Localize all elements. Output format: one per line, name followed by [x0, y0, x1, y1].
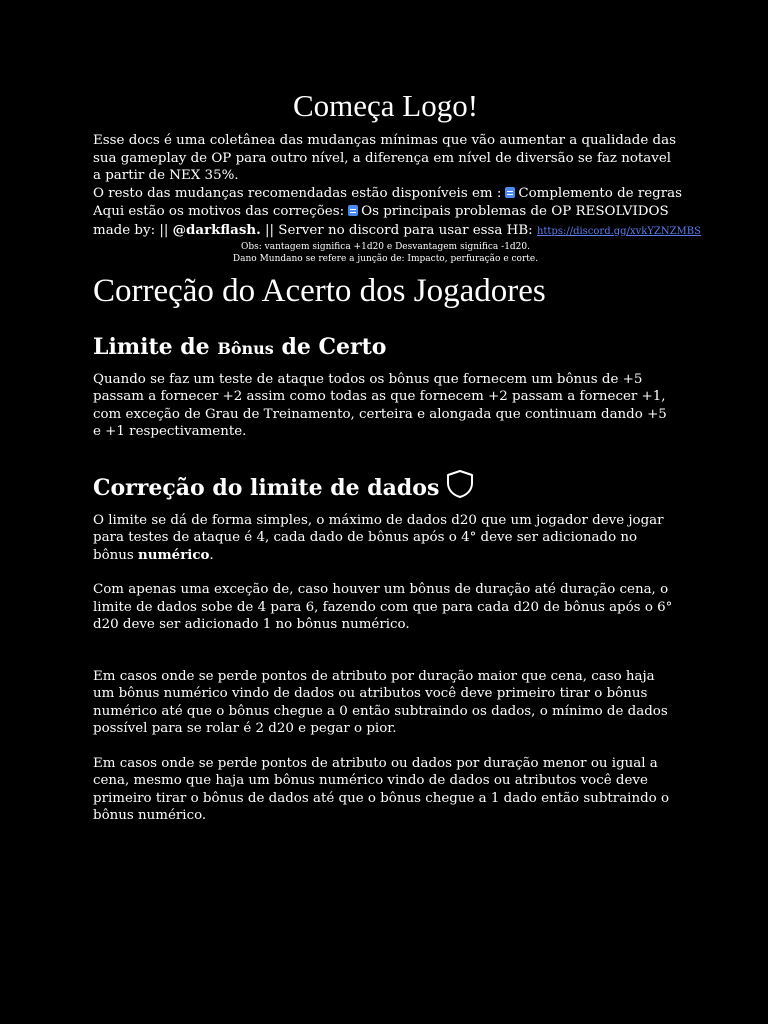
note-mundane-damage: Dano Mundano se refere a junção de: Impacto, perfuração e corte. [232, 253, 539, 264]
dice-limit-heading: Correção do limite de dados [93, 474, 440, 501]
rest-prefix: O resto das mudanças recomendadas estão disponíveis em : [93, 185, 502, 201]
dice-limit-p1-text: O limite se dá de forma simples, o máximo de dados d20 que um jogador deve jogar para testes de ataque é 4, cada dado de bônus após o 4° deve ser adicionado no bônus [93, 512, 664, 563]
heading-part-c: de Certo [281, 333, 387, 360]
made-by-line [93, 221, 701, 241]
dice-limit-p1 [93, 512, 678, 565]
document-content [93, 88, 701, 825]
author-handle[interactable]: @darkflash. [172, 221, 261, 238]
made-by-prefix: made by: || [93, 222, 169, 238]
dice-limit-p1-bold: numérico [138, 546, 210, 563]
dice-limit-p4: Em casos onde se perde pontos de atributo ou dados por duração menor ou igual a cena, mesmo que haja um bônus numérico vindo de dados ou atributos você deve primeiro tirar o bônus de dados até que o bônus chegue a 1 dado então subtraindo o bônus numérico. [93, 755, 670, 823]
bonus-limit-text: Quando se faz um teste de ataque todos os bônus que fornecem um bônus de +5 passam a fornecer +2 assim como todas as que fornecem +2 passam a fornecer +1, com exceção de Grau de Treinamento, certeira e alongada que continuam dando +5 e +1 respectivamente. [93, 371, 667, 439]
discord-link[interactable]: https://discord.gg/xvkYZNZMBS [536, 225, 701, 237]
dice-limit-p3: Em casos onde se perde pontos de atributo por duração maior que cena, caso haja um bônus numérico vindo de dados ou atributos você deve primeiro tirar o bônus numérico até que o bônus chegue a 0 então subtraindo os dados, o mínimo de dados possível para se rolar é 2 d20 e pegar o pior. [93, 668, 668, 736]
note-advantage: Obs: vantagem significa +1d20 e Desvantagem significa -1d20. [240, 241, 530, 252]
made-by-suffix: || Server no discord para usar essa HB: [265, 222, 533, 238]
rest-line [93, 185, 682, 203]
motives-line [93, 203, 678, 221]
subsection-heading-dice-limit [93, 469, 678, 506]
google-doc-icon [348, 205, 358, 216]
shield-icon [445, 469, 475, 506]
intro-description: Esse docs é uma coletânea das mudanças mínimas que vão aumentar a qualidade das sua gameplay de OP para outro nível, a diferença em nível de diversão se faz notavel a partir de NEX 35%. [93, 133, 676, 183]
motives-prefix: Aqui estão os motivos das correções: [93, 203, 345, 219]
subsection-heading-bonus-limit [93, 333, 678, 363]
dice-limit-p1-end: . [209, 547, 214, 563]
document-title: Começa Logo! [292, 88, 479, 123]
motives-link[interactable]: Os principais problemas de OP RESOLVIDOS [361, 203, 669, 219]
google-doc-icon [505, 187, 515, 198]
heading-part-b: Bônus [217, 338, 274, 358]
dice-limit-p2: Com apenas uma exceção de, caso houver um bônus de duração até duração cena, o limite de dados sobe de 4 para 6, fazendo com que para cada d20 de bônus após o 6° d20 deve ser adicionado 1 no bônus numérico. [93, 582, 673, 632]
heading-part-a: Limite de [93, 333, 210, 360]
section-heading: Correção do Acerto dos Jogadores [93, 272, 546, 309]
rest-link[interactable]: Complemento de regras [518, 185, 682, 201]
